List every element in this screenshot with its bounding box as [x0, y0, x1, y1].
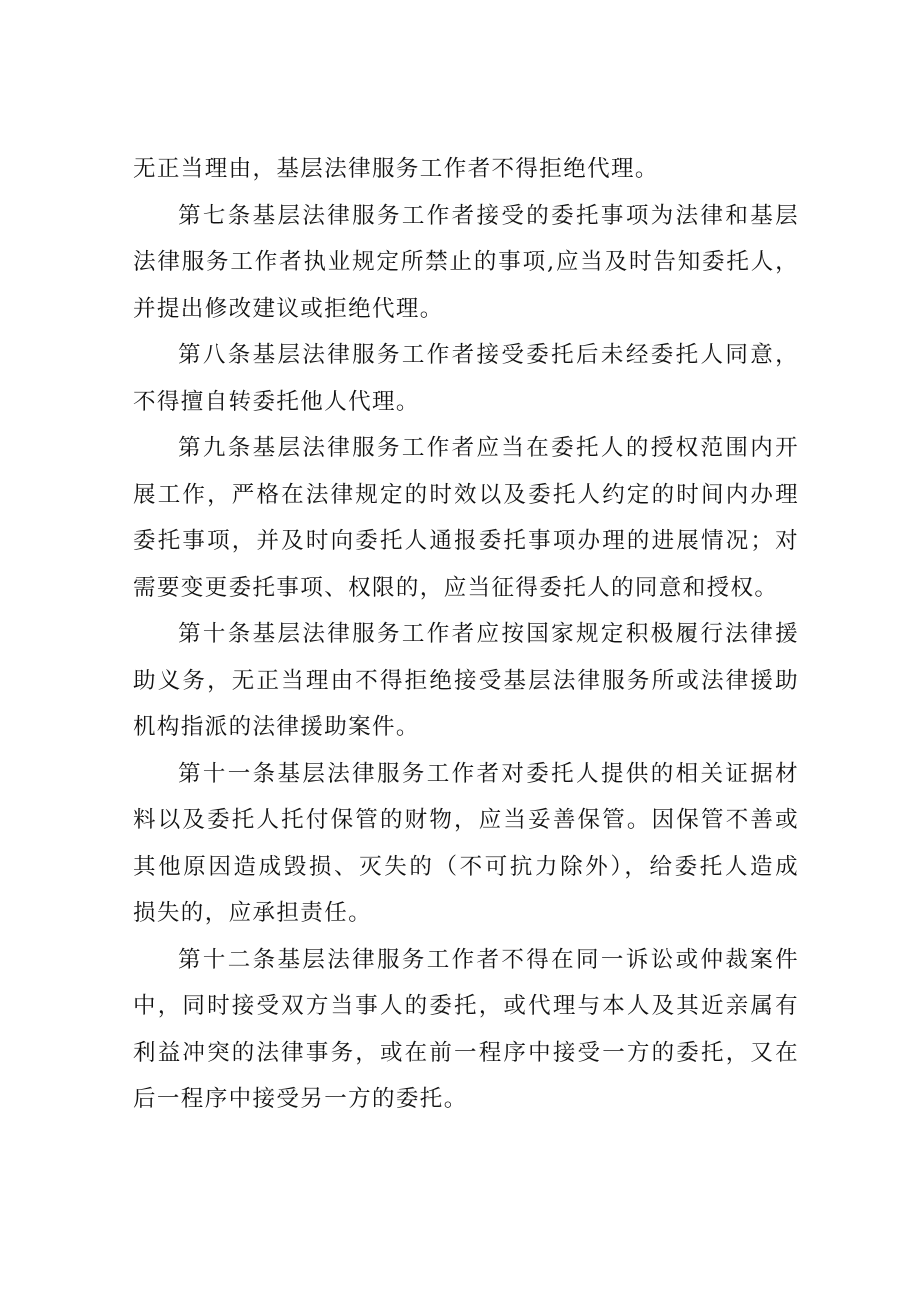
paragraph-article-7: 第七条基层法律服务工作者接受的委托事项为法律和基层 法律服务工作者执业规定所禁止的事项,应当及时告知委托人，并提出修改建议或拒绝代理。: [133, 202, 799, 322]
paragraph-article-12: 第十二条基层法律服务工作者不得在同一诉讼或仲裁案件 中，同时接受双方当事人的委托，或代理与本人及其近亲属有 利益冲突的法律事务，或在前一程序中接受一方的委托，又在 后一程序中接受另一方的委托。: [133, 946, 799, 1112]
document-body: [133, 146, 799, 1123]
paragraph-article-11: 第十一条基层法律服务工作者对委托人提供的相关证据材 料以及委托人托付保管的财物，应当妥善保管。因保管不善或 其他原因造成毁损、灭失的（不可抗力除外），给委托人造成 损失的，应承担责任。: [133, 760, 799, 926]
paragraph-article-8: 第八条基层法律服务工作者接受委托后未经委托人同意， 不得擅自转委托他人代理。: [133, 342, 799, 415]
paragraph-article-10: 第十条基层法律服务工作者应按国家规定积极履行法律援 助义务，无正当理由不得拒绝接受基层法律服务所或法律援助 机构指派的法律援助案件。: [133, 621, 799, 740]
paragraph-article-9: 第九条基层法律服务工作者应当在委托人的授权范围内开 展工作，严格在法律规定的时效以及委托人约定的时间内办理 委托事项，并及时向委托人通报委托事项办理的进展情况；对 需要变更委托事项、权限的，应当征得委托人的同意和授权。: [133, 435, 799, 601]
paragraph-continuation: 无正当理由，基层法律服务工作者不得拒绝代理。: [133, 156, 659, 182]
